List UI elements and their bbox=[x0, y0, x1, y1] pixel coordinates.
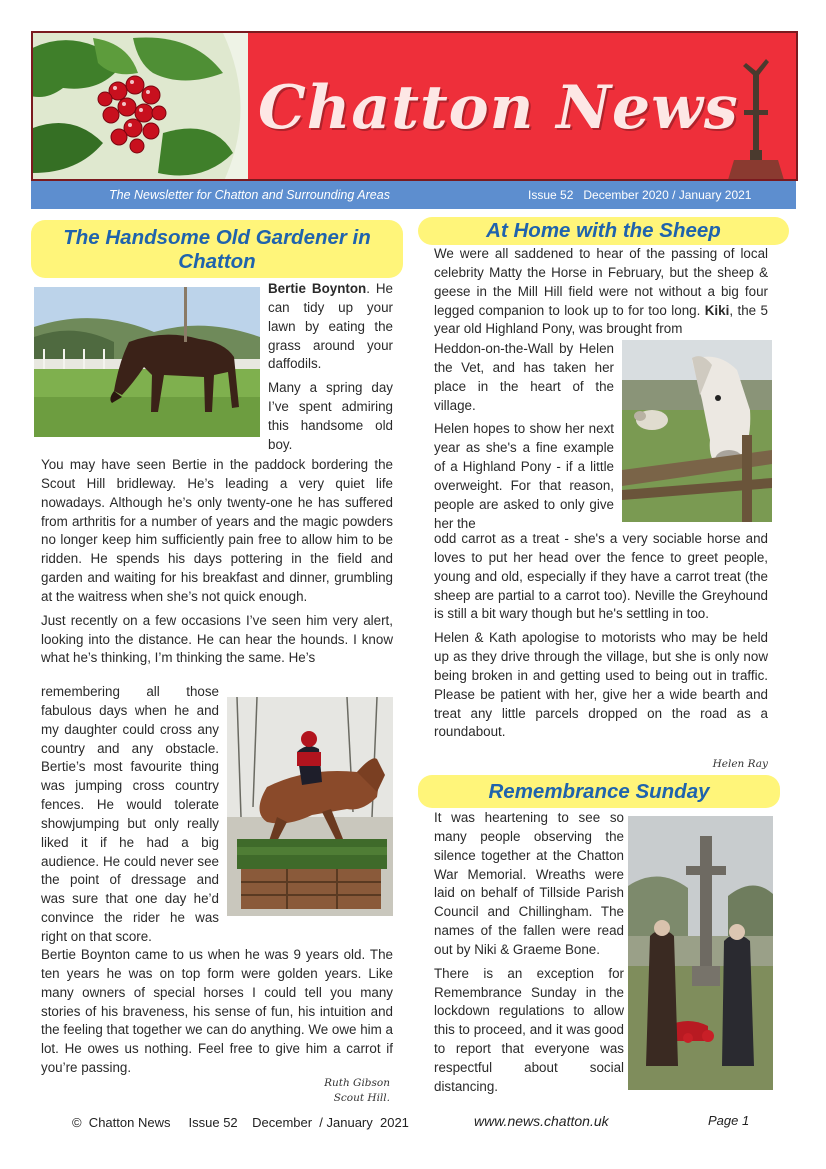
gardener-paragraph-2-narrow: remembering all those fabulous days when he and my daughter could cross any country and any obstacle. Bertie’s most favourite thing was jumping cross country fences. He would tolerate showjumping but only really liked it if he had a big audience. He could never see the point of dressage and was sure that one day he’d convince the rider he was right on that score. bbox=[41, 684, 219, 944]
newsletter-title: Chatton News bbox=[258, 73, 739, 143]
sheep-narrow-block bbox=[434, 340, 614, 533]
gardener-paragraph-3: Bertie Boynton came to us when he was 9 years old. The ten years he was on top form were golden years. Like many owners of special horses I could tell you many stories of his braveness, his sense of fun, his intuition and the feeling that together we can do anything. We owe him a lot. He owes us nothing. Feel free to give him a carrot if you’re passing. bbox=[41, 947, 393, 1076]
footer-page-number: Page 1 bbox=[708, 1113, 750, 1128]
gardener-intro bbox=[268, 280, 393, 460]
signature-place: Scout Hill. bbox=[333, 1092, 390, 1104]
sheep-paragraph-2-narrow: Helen hopes to show her next year as she's a fine example of a Highland Pony - if a little overweight. For that reason, people are asked to only give her the bbox=[434, 421, 614, 531]
gardener-signature bbox=[280, 1076, 390, 1106]
sheep-paragraph-1-narrow: Heddon-on-the-Wall by Helen the Vet, and has taken her place in the heart of the village. bbox=[434, 341, 614, 413]
photo-remembrance-service bbox=[628, 816, 773, 1090]
remembrance-body bbox=[434, 809, 624, 1097]
heading-remembrance-sunday: Remembrance Sunday bbox=[418, 775, 780, 808]
remembrance-paragraph-2: There is an exception for Remembrance Sunday in the lockdown regulations to allow this to proceed, and it was good to report that everyone was respectful about social distancing. bbox=[434, 965, 624, 1094]
signature-name: Ruth Gibson bbox=[324, 1077, 390, 1089]
sheep-signature: Helen Ray bbox=[712, 758, 768, 770]
masthead-subtitle-bar bbox=[31, 181, 796, 209]
heading-at-home-with-the-sheep: At Home with the Sheep bbox=[418, 217, 789, 245]
gardener-intro-p2: Many a spring day I’ve spent admiring this handsome old boy. bbox=[268, 380, 393, 452]
kiki-name: Kiki bbox=[704, 302, 730, 318]
gardener-paragraph-2: Just recently on a few occasions I’ve seen him very alert, looking into the distance. He can hear the hounds. I know what he’s thinking, I’m thinking the same. He’s bbox=[41, 612, 393, 666]
war-memorial-icon bbox=[726, 55, 786, 180]
sheep-paragraph-2-full: odd carrot as a treat - she's a very sociable horse and loves to put her head over the fence to greet people, young and old, especially if they have a carrot treat (the sheep are partial to a carrot too). Neville the Greyhound is still a bit wary though but he's settling in too. bbox=[434, 531, 768, 622]
bertie-name: Bertie Boynton bbox=[268, 281, 367, 296]
issue-info: Issue 52 December 2020 / January 2021 bbox=[528, 188, 752, 202]
photo-bertie-jumping bbox=[227, 697, 393, 916]
footer-issue-info: © Chatton News Issue 52 December / January 2021 bbox=[72, 1115, 409, 1130]
sheep-paragraph-3: Helen & Kath apologise to motorists who may be held up as they drive through the village, but she is only now being broken in and getting used to being out in traffic. Please be patient with her, give her a wide bearth and treat any little parcels dropped on the road as a roundabout. bbox=[434, 630, 768, 740]
sheep-paragraph-1-text: We were all saddened to hear of the passing of local celebrity Matty the Horse in February, but the sheep & geese in the Mill Hill field were not without a big four legged companion to look up to for too long. bbox=[434, 246, 768, 318]
sheep-lower-block bbox=[434, 530, 768, 742]
gardener-intro-text: . He can tidy up your lawn by eating the grass around your daffodils. bbox=[268, 281, 393, 372]
gardener-body bbox=[41, 456, 393, 668]
gardener-paragraph-1: You may have seen Bertie in the paddock bordering the Scout Hill bridleway. He’s leading a very quiet life nowadays. Although he’s only twenty-one he has suffered from arthritis for a number of years and the magic powders no longer keep him sufficiently pain free to allow him to be ridden. He spends his days pottering in the field and garden and waiting for his breakfast and dinner, grumbling at the waitress when she’s not quick enough. bbox=[41, 457, 393, 604]
sheep-paragraph-1-rest: , the 5 year old Highland Pony, was brought from bbox=[434, 302, 768, 337]
photo-kiki-pony bbox=[622, 340, 772, 522]
newsletter-tagline: The Newsletter for Chatton and Surrounding Areas bbox=[109, 188, 390, 202]
masthead-banner bbox=[31, 31, 798, 181]
remembrance-paragraph-1: It was heartening to see so many people observing the silence together at the Chatton War Memorial. Wreaths were laid on behalf of Tillside Parish Council and Chillingham. The names of the fallen were read out by Niki & Graeme Bone. bbox=[434, 810, 624, 957]
footer-website-link[interactable]: www.news.chatton.uk bbox=[474, 1113, 609, 1129]
photo-bertie-grazing bbox=[34, 287, 260, 437]
sheep-paragraph-1-top bbox=[434, 245, 768, 339]
heading-handsome-old-gardener: The Handsome Old Gardener in Chatton bbox=[31, 220, 403, 278]
holly-image bbox=[33, 33, 248, 181]
